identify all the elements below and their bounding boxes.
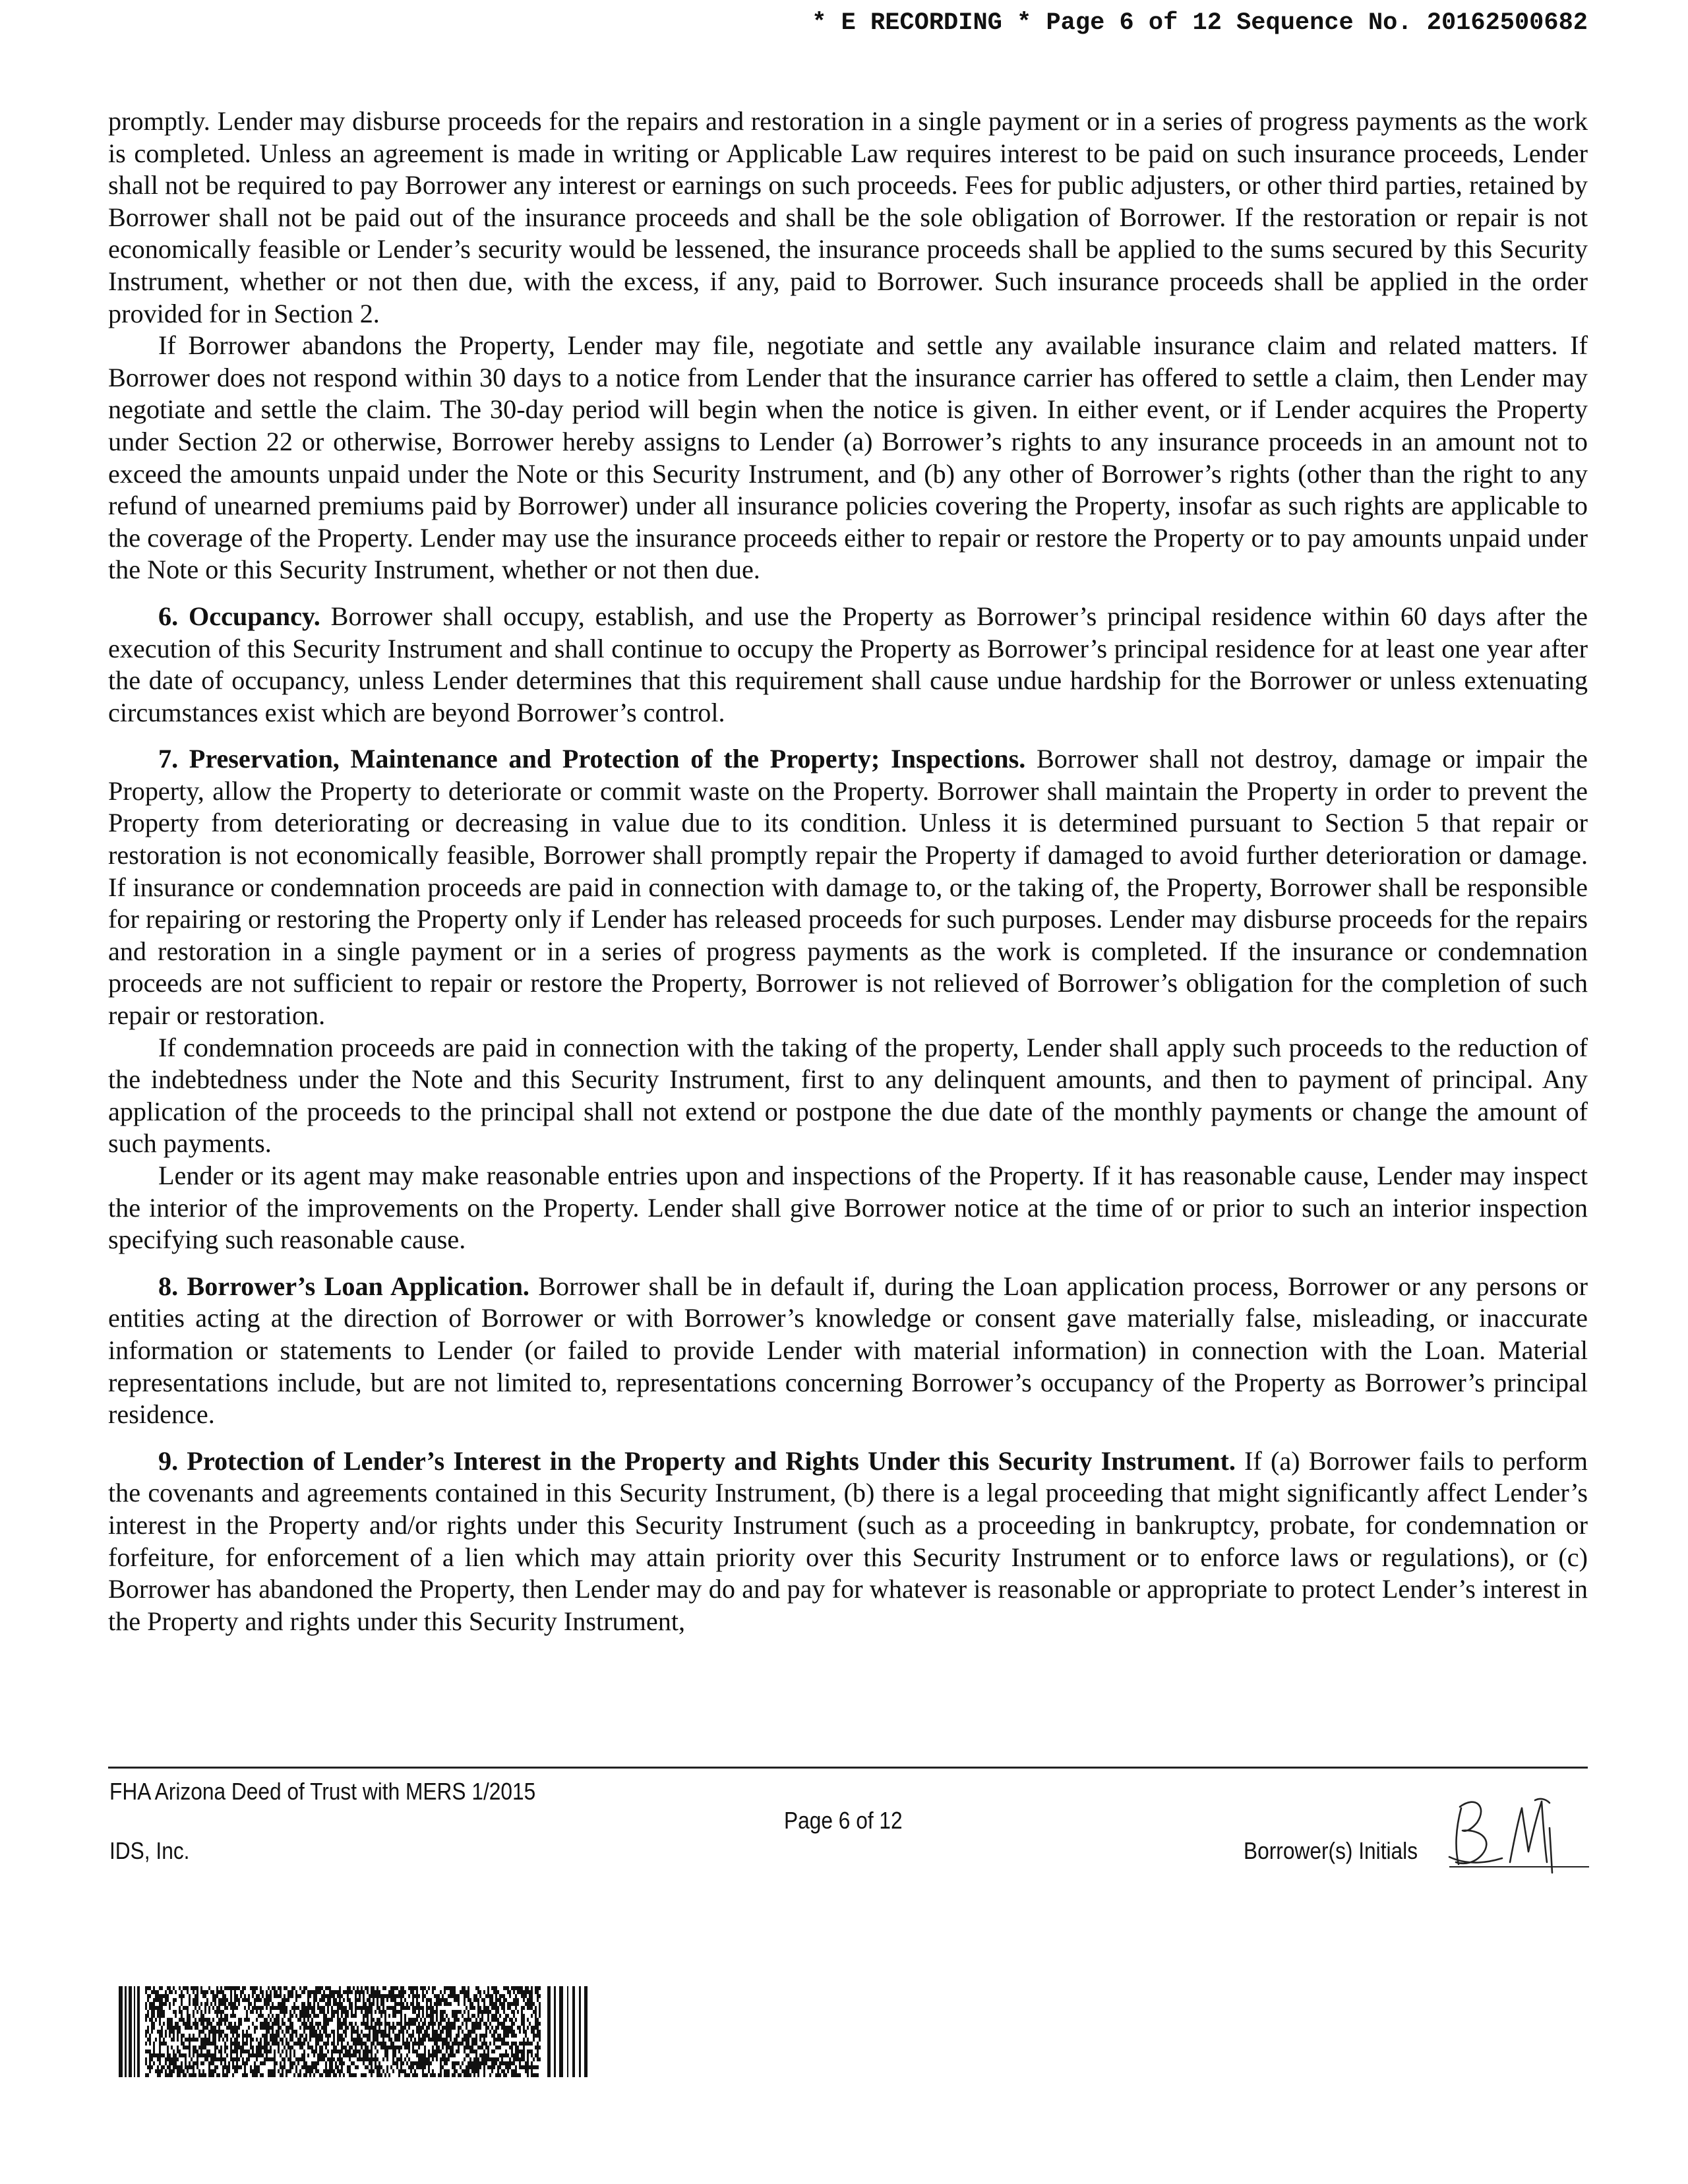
recording-header: * E RECORDING * Page 6 of 12 Sequence No. 20162500682 [812, 9, 1588, 37]
section-7-preservation [108, 743, 1588, 1031]
footer-page-number: Page 6 of 12 [784, 1807, 903, 1834]
section-9-heading: 9. Protection of Lender’s Interest in the Property and Rights Under this Security Instrument. [158, 1445, 1236, 1476]
footer-company: IDS, Inc. [109, 1837, 190, 1864]
paragraph-condemnation: If condemnation proceeds are paid in connection with the taking of the property, Lender shall apply such proceeds to the reduction of the indebtedness under the Note and this Security Instrument, first to any delinquent amounts, and then to payment of principal. Any application of the proceeds to the principal shall not extend or postpone the due date of the monthly payments or change the amount of such payments. [108, 1032, 1588, 1159]
footer-form-name: FHA Arizona Deed of Trust with MERS 1/2015 [109, 1778, 536, 1805]
section-6-occupancy [108, 601, 1588, 729]
section-7-text: Borrower shall not destroy, damage or impair the Property, allow the Property to deteriorate or commit waste on the Property. Borrower shall maintain the Property in order to prevent the Property from deteriorating or decreasing in value due to its condition. Unless it is determined pursuant to Section 5 that repair or restoration is not economically feasible, Borrower shall promptly repair the Property if damaged to avoid further deterioration or damage. If insurance or condemnation proceeds are paid in connection with damage to, or the taking of, the Property, Borrower shall be responsible for repairing or restoring the Property only if Lender has released proceeds for such purposes. Lender may disburse proceeds for the repairs and restoration in a single payment or in a series of progress payments as the work is completed. If the insurance or condemnation proceeds are not sufficient to repair or restore the Property, Borrower is not relieved of Borrower’s obligation for the completion of such repair or restoration. [108, 744, 1588, 1031]
paragraph-abandonment: If Borrower abandons the Property, Lender may file, negotiate and settle any available insurance claim and related matters. If Borrower does not respond within 30 days to a notice from Lender that the insurance carrier has offered to settle a claim, then Lender may negotiate and settle the claim. The 30-day period will begin when the notice is given. In either event, or if Lender acquires the Property under Section 22 or otherwise, Borrower hereby assigns to Lender (a) Borrower’s rights to any insurance proceeds in an amount not to exceed the amounts unpaid under the Note or this Security Instrument, and (b) any other of Borrower’s rights (other than the right to any refund of unearned premiums paid by Borrower) under all insurance policies covering the Property, insofar as such rights are applicable to the coverage of the Property. Lender may use the insurance proceeds either to repair or restore the Property or to pay amounts unpaid under the Note or this Security Instrument, whether or not then due. [108, 330, 1588, 585]
paragraph-insurance-proceeds: promptly. Lender may disburse proceeds for the repairs and restoration in a single payment or in a series of progress payments as the work is completed. Unless an agreement is made in writing or Applicable Law requires interest to be paid on such insurance proceeds, Lender shall not be required to pay Borrower any interest or earnings on such proceeds. Fees for public adjusters, or other third parties, retained by Borrower shall not be paid out of the insurance proceeds and shall be the sole obligation of Borrower. If the restoration or repair is not economically feasible or Lender’s security would be lessened, the insurance proceeds shall be applied to the sums secured by this Security Instrument, whether or not then due, with the excess, if any, paid to Borrower. Such insurance proceeds shall be applied in the order provided for in Section 2. [108, 106, 1588, 328]
section-7-heading: 7. Preservation, Maintenance and Protection of the Property; Inspections. [158, 744, 1026, 774]
paragraph-inspections: Lender or its agent may make reasonable entries upon and inspections of the Property. If it has reasonable cause, Lender may inspect the interior of the improvements on the Property. Lender shall give Borrower notice at the time of or prior to such an interior inspection specifying such reasonable cause. [108, 1161, 1588, 1255]
section-8-loan-application [108, 1271, 1588, 1431]
section-8-text: Borrower shall be in default if, during the Loan application process, Borrower or any persons or entities acting at the direction of Borrower or with Borrower’s knowledge or consent gave materially false, misleading, or inaccurate information or statements to Lender (or failed to provide Lender with material information) in connection with the Loan. Material representations include, but are not limited to, representations concerning Borrower’s occupancy of the Property as Borrower’s principal residence. [108, 1271, 1588, 1430]
document-body [108, 106, 1588, 1637]
handwritten-initials [1436, 1788, 1601, 1874]
section-8-heading: 8. Borrower’s Loan Application. [158, 1271, 529, 1301]
section-6-text: Borrower shall occupy, establish, and use the Property as Borrower’s principal residence within 60 days after the execution of this Security Instrument and shall continue to occupy the Property as Borrower’s principal residence for at least one year after the date of occupancy, unless Lender determines that this requirement shall cause undue hardship for the Borrower or unless extenuating circumstances exist which are beyond Borrower’s control. [108, 601, 1588, 727]
section-9-text: If (a) Borrower fails to perform the covenants and agreements contained in this Security Instrument, (b) there is a legal proceeding that might significantly affect Lender’s interest in the Property and/or rights under this Security Instrument (such as a proceeding in bankruptcy, probate, for condemnation or forfeiture, for enforcement of a lien which may attain priority over this Security Instrument or to enforce laws or regulations), or (c) Borrower has abandoned the Property, then Lender may do and pay for whatever is reasonable or appropriate to protect Lender’s interest in the Property and rights under this Security Instrument, [108, 1445, 1588, 1636]
borrower-initials-label: Borrower(s) Initials [1244, 1837, 1418, 1864]
section-9-protection [108, 1445, 1588, 1638]
footer-divider [108, 1767, 1588, 1769]
section-6-heading: 6. Occupancy. [158, 601, 320, 631]
document-barcode [119, 1986, 593, 2077]
